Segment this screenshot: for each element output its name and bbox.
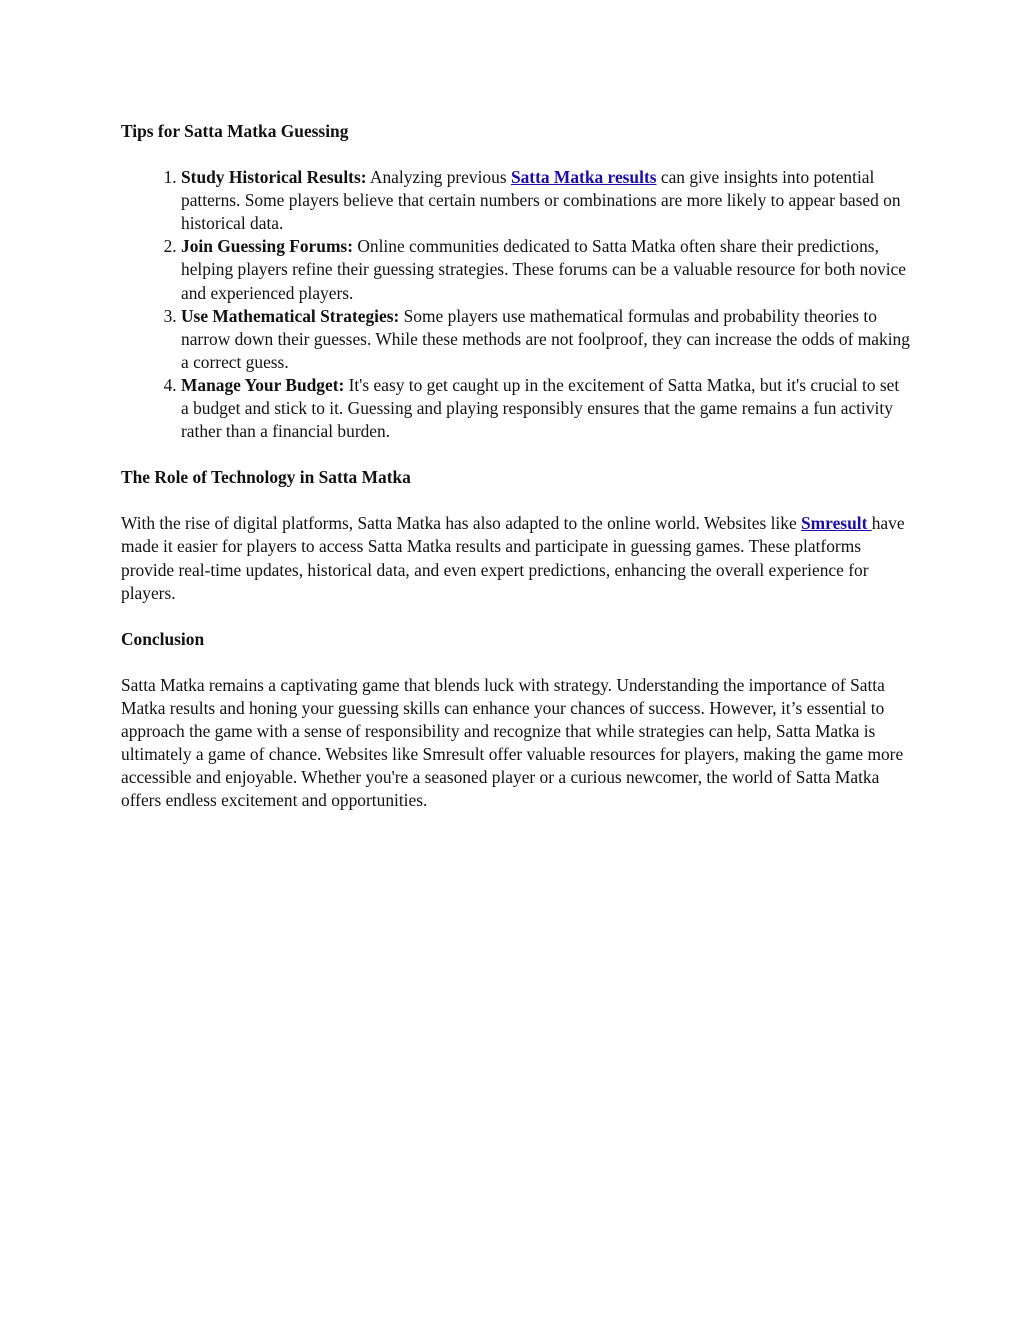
tip-lead: Use Mathematical Strategies:	[181, 305, 400, 326]
paragraph-text: have made it easier for players to access Satta Matka results and participate in guessing games. These platforms provide real-time updates, historical data, and even expert predictions, enhancing the overall experience for players.	[121, 513, 905, 603]
smresult-link[interactable]: Smresult	[801, 513, 872, 534]
tip-text: Analyzing previous	[366, 167, 511, 188]
technology-heading: The Role of Technology in Satta Matka	[121, 467, 411, 488]
tip-lead: Study Historical Results:	[181, 167, 367, 188]
tip-lead: Join Guessing Forums:	[181, 236, 353, 257]
list-item	[181, 235, 911, 304]
tip-text: can give insights into potential patterns. Some players believe that certain numbers or combinations are more likely to appear based on historical data.	[181, 167, 901, 234]
satta-matka-results-link[interactable]: Satta Matka results	[510, 167, 657, 188]
conclusion-paragraph: Satta Matka remains a captivating game that blends luck with strategy. Understanding the importance of Satta Matka results and honing your guessing skills can enhance your chances of success. However, it’s essential to approach the game with a sense of responsibility and recognize that while strategies can help, Satta Matka is ultimately a game of chance. Websites like Smresult offer valuable resources for players, making the game more accessible and enjoyable. Whether you're a seasoned player or a curious newcomer, the world of Satta Matka offers endless excitement and opportunities.	[121, 674, 904, 811]
tip-lead: Manage Your Budget:	[181, 374, 345, 395]
tip-text: Online communities dedicated to Satta Matka often share their predictions, helping players refine their guessing strategies. These forums can be a valuable resource for both novice and experienced players.	[181, 236, 906, 303]
tip-text: It's easy to get caught up in the excitement of Satta Matka, but it's crucial to set a budget and stick to it. Guessing and playing responsibly ensures that the game remains a fun activity rather than a financial burden.	[181, 374, 900, 442]
list-item	[181, 305, 911, 374]
document-page	[121, 120, 911, 835]
conclusion-heading: Conclusion	[121, 628, 205, 649]
list-item	[181, 166, 911, 235]
tips-heading: Tips for Satta Matka Guessing	[121, 121, 349, 141]
paragraph-text: With the rise of digital platforms, Satta Matka has also adapted to the online world. Websites like	[121, 513, 802, 534]
tip-text: Some players use mathematical formulas and probability theories to narrow down their guesses. While these methods are not foolproof, they can increase the odds of making a correct guess.	[181, 305, 910, 372]
technology-paragraph	[121, 512, 911, 604]
list-item	[181, 374, 911, 443]
tips-list	[121, 166, 911, 443]
